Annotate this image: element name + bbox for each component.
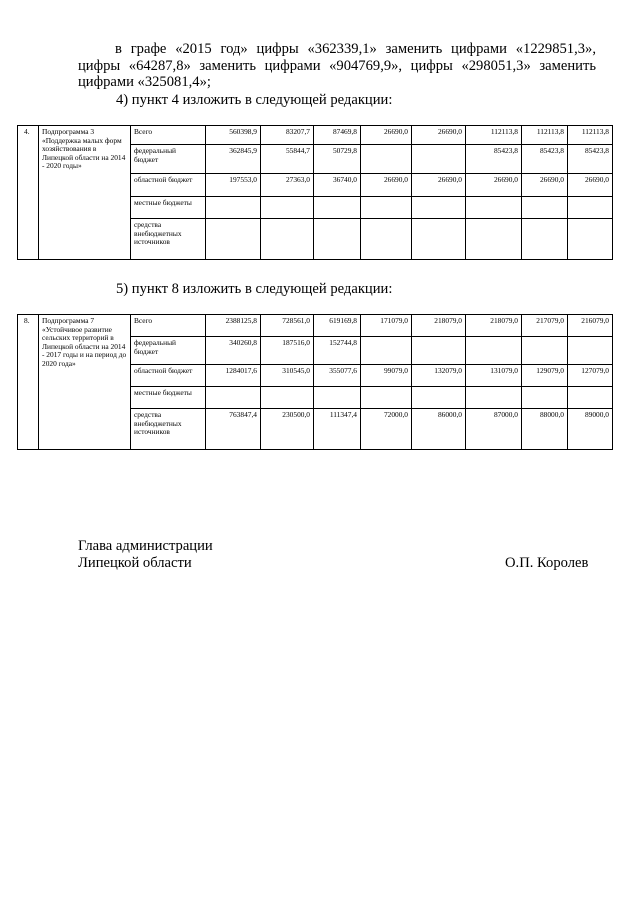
value-cell <box>522 197 568 219</box>
value-cell: 131079,0 <box>466 365 522 387</box>
budget-table-item-4 <box>17 125 613 260</box>
value-cell: 187516,0 <box>261 337 314 365</box>
value-cell: 362845,9 <box>206 145 261 174</box>
value-cell <box>568 337 613 365</box>
value-cell <box>361 197 412 219</box>
heading-item-4: 4) пункт 4 изложить в следующей редакции: <box>116 92 393 108</box>
value-cell: 55844,7 <box>261 145 314 174</box>
value-cell: 83207,7 <box>261 126 314 145</box>
signature-name: О.П. Королев <box>505 555 589 571</box>
value-cell: 99079,0 <box>361 365 412 387</box>
funding-source: областной бюджет <box>131 174 206 197</box>
value-cell: 2388125,8 <box>206 315 261 337</box>
value-cell: 127079,0 <box>568 365 613 387</box>
value-cell <box>412 219 466 260</box>
value-cell: 218079,0 <box>412 315 466 337</box>
value-cell: 85423,8 <box>466 145 522 174</box>
value-cell: 111347,4 <box>314 409 361 450</box>
funding-source: местные бюджеты <box>131 387 206 409</box>
value-cell: 88000,0 <box>522 409 568 450</box>
value-cell: 26690,0 <box>466 174 522 197</box>
value-cell <box>361 337 412 365</box>
value-cell: 85423,8 <box>568 145 613 174</box>
value-cell: 72000,0 <box>361 409 412 450</box>
value-cell <box>466 387 522 409</box>
value-cell: 86000,0 <box>412 409 466 450</box>
table-row <box>18 315 613 337</box>
funding-source: средства внебюджетных источников <box>131 409 206 450</box>
budget-table-item-8 <box>17 314 613 450</box>
funding-source: местные бюджеты <box>131 197 206 219</box>
value-cell: 112113,8 <box>568 126 613 145</box>
value-cell <box>361 145 412 174</box>
value-cell <box>412 197 466 219</box>
value-cell: 89000,0 <box>568 409 613 450</box>
value-cell: 85423,8 <box>522 145 568 174</box>
value-cell: 36740,0 <box>314 174 361 197</box>
value-cell: 26690,0 <box>522 174 568 197</box>
value-cell <box>522 219 568 260</box>
value-cell: 87000,0 <box>466 409 522 450</box>
value-cell: 26690,0 <box>361 126 412 145</box>
value-cell: 112113,8 <box>522 126 568 145</box>
value-cell <box>361 387 412 409</box>
value-cell: 26690,0 <box>361 174 412 197</box>
value-cell: 112113,8 <box>466 126 522 145</box>
row-number: 8. <box>18 315 39 450</box>
value-cell <box>522 387 568 409</box>
funding-source: средства внебюджетных источников <box>131 219 206 260</box>
value-cell <box>568 219 613 260</box>
value-cell <box>206 387 261 409</box>
value-cell: 340260,8 <box>206 337 261 365</box>
signature-title-line-1: Глава администрации <box>78 538 213 554</box>
value-cell: 152744,8 <box>314 337 361 365</box>
value-cell: 197553,0 <box>206 174 261 197</box>
value-cell <box>568 197 613 219</box>
value-cell <box>522 337 568 365</box>
funding-source: Всего <box>131 126 206 145</box>
value-cell <box>206 219 261 260</box>
value-cell <box>261 219 314 260</box>
value-cell: 132079,0 <box>412 365 466 387</box>
value-cell: 355077,6 <box>314 365 361 387</box>
value-cell <box>412 387 466 409</box>
value-cell <box>568 387 613 409</box>
funding-source: областной бюджет <box>131 365 206 387</box>
program-name: Подпрограмма 7 «Устойчивое развитие сельских территорий в Липецкой области на 2014 - 2017 годы и на период до 2020 года» <box>39 315 131 450</box>
value-cell <box>466 219 522 260</box>
signature-title-line-2: Липецкой области <box>78 555 192 571</box>
value-cell: 26690,0 <box>412 126 466 145</box>
value-cell <box>466 337 522 365</box>
value-cell <box>412 337 466 365</box>
value-cell: 763847,4 <box>206 409 261 450</box>
funding-source: Всего <box>131 315 206 337</box>
value-cell: 218079,0 <box>466 315 522 337</box>
value-cell <box>261 197 314 219</box>
funding-source: федеральный бюджет <box>131 145 206 174</box>
value-cell: 171079,0 <box>361 315 412 337</box>
value-cell: 230500,0 <box>261 409 314 450</box>
value-cell: 26690,0 <box>412 174 466 197</box>
value-cell: 216079,0 <box>568 315 613 337</box>
value-cell: 728561,0 <box>261 315 314 337</box>
value-cell <box>314 197 361 219</box>
value-cell: 129079,0 <box>522 365 568 387</box>
heading-item-8: 5) пункт 8 изложить в следующей редакции: <box>116 281 393 297</box>
value-cell <box>466 197 522 219</box>
value-cell: 560398,9 <box>206 126 261 145</box>
value-cell: 1284017,6 <box>206 365 261 387</box>
value-cell: 26690,0 <box>568 174 613 197</box>
value-cell <box>314 387 361 409</box>
row-number: 4. <box>18 126 39 260</box>
funding-source: федеральный бюджет <box>131 337 206 365</box>
table-row <box>18 126 613 145</box>
signature-title <box>78 538 213 572</box>
value-cell: 619169,8 <box>314 315 361 337</box>
value-cell <box>314 219 361 260</box>
value-cell <box>412 145 466 174</box>
intro-paragraph: в графе «2015 год» цифры «362339,1» заменить цифрами «1229851,3», цифры «64287,8» заменить цифрами «904769,9», цифры «298051,3» заменить цифрами «325081,4»; <box>78 41 596 90</box>
value-cell: 87469,8 <box>314 126 361 145</box>
value-cell: 310545,0 <box>261 365 314 387</box>
value-cell: 50729,8 <box>314 145 361 174</box>
value-cell <box>206 197 261 219</box>
value-cell: 27363,0 <box>261 174 314 197</box>
value-cell <box>261 387 314 409</box>
value-cell: 217079,0 <box>522 315 568 337</box>
program-name: Подпрограмма 3 «Поддержка малых форм хозяйствования в Липецкой области на 2014 - 2020 годы» <box>39 126 131 260</box>
value-cell <box>361 219 412 260</box>
